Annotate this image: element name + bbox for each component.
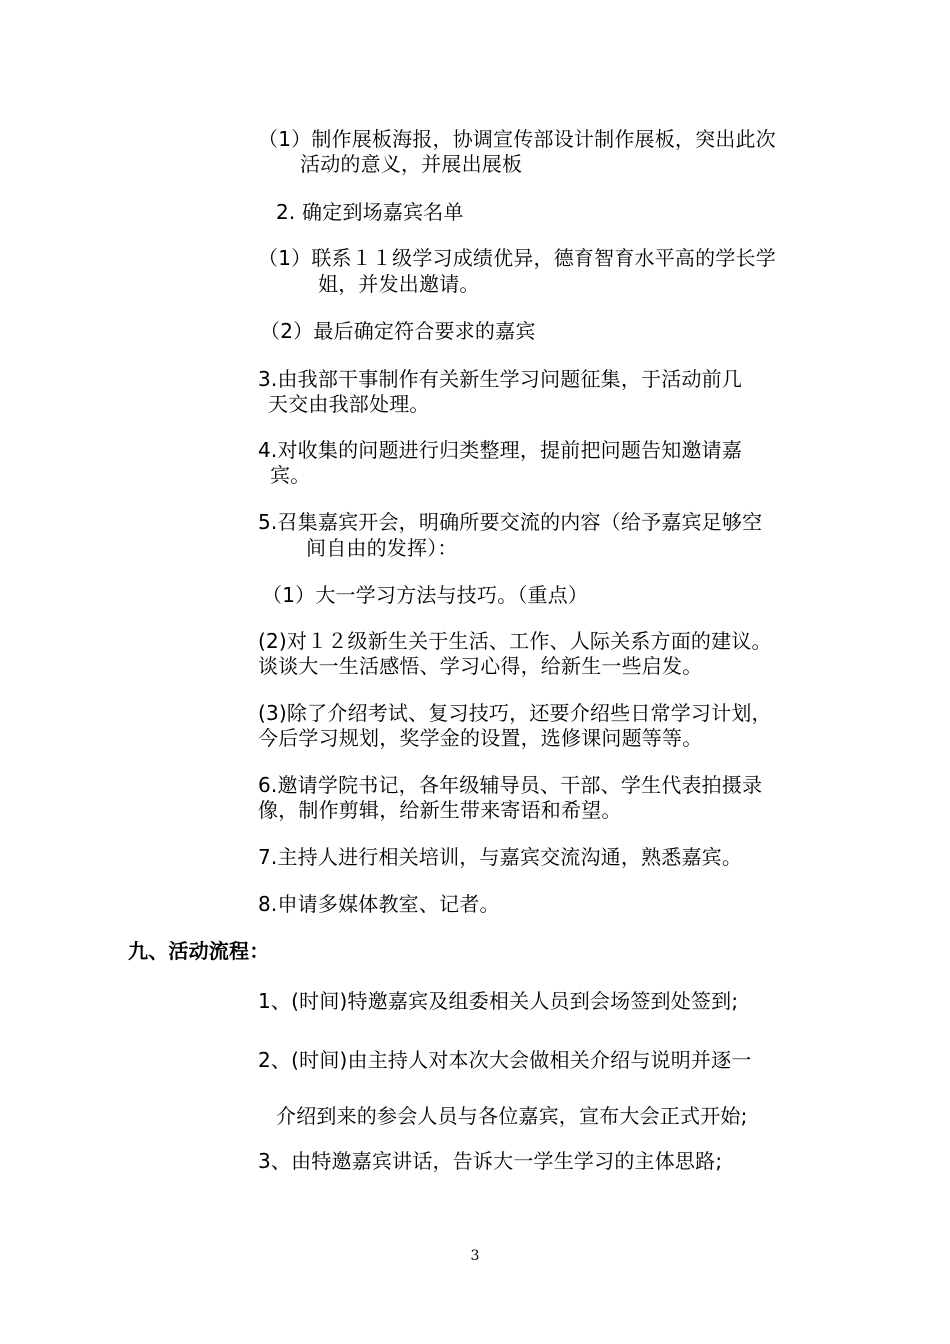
text-line: 今后学习规划，奖学金的设置，选修课问题等等。 <box>258 726 703 750</box>
page-number: 3 <box>470 1248 480 1264</box>
text-line: 3.由我部干事制作有关新生学习问题征集，于活动前几 <box>258 367 743 391</box>
flow-step: 3、由特邀嘉宾讲话，告诉大一学生学习的主体思路; <box>258 1149 723 1173</box>
text-line: 间自由的发挥）： <box>306 536 458 560</box>
text-line: 8.申请多媒体教室、记者。 <box>258 892 500 916</box>
text-line: 天交由我部处理。 <box>268 392 430 416</box>
text-line: （1）制作展板海报，协调宣传部设计制作展板，突出此次 <box>258 127 776 151</box>
text-line: 活动的意义，并展出展板 <box>300 152 523 176</box>
flow-step: 2、(时间)由主持人对本次大会做相关介绍与说明并逐一 <box>258 1048 752 1072</box>
text-line: （1）联系１１级学习成绩优异，德育智育水平高的学长学 <box>258 246 776 270</box>
flow-step-continuation: 介绍到来的参会人员与各位嘉宾，宣布大会正式开始; <box>276 1104 748 1128</box>
text-line: 7.主持人进行相关培训，与嘉宾交流沟通，熟悉嘉宾。 <box>258 845 743 869</box>
flow-step: 1、(时间)特邀嘉宾及组委相关人员到会场签到处签到; <box>258 989 739 1013</box>
text-line: 像，制作剪辑，给新生带来寄语和希望。 <box>258 798 622 822</box>
text-line: 谈谈大一生活感悟、学习心得，给新生一些启发。 <box>258 654 703 678</box>
text-line: 4.对收集的问题进行归类整理，提前把问题告知邀请嘉 <box>258 438 743 462</box>
text-line: 宾。 <box>270 463 311 487</box>
text-line: 6.邀请学院书记，各年级辅导员、干部、学生代表拍摄录 <box>258 773 763 797</box>
text-line: (3)除了介绍考试、复习技巧，还要介绍些日常学习计划， <box>258 701 772 725</box>
section-heading: 九、活动流程： <box>128 939 270 963</box>
text-line: （2）最后确定符合要求的嘉宾 <box>260 319 536 343</box>
text-line: 姐，并发出邀请。 <box>318 272 480 296</box>
text-line: （1）大一学习方法与技巧。（重点） <box>262 583 589 607</box>
text-line: (2)对１２级新生关于生活、工作、人际关系方面的建议。 <box>258 629 772 653</box>
text-line: 5.召集嘉宾开会，明确所要交流的内容（给予嘉宾足够空 <box>258 510 763 534</box>
text-line: 2. 确定到场嘉宾名单 <box>276 200 464 224</box>
